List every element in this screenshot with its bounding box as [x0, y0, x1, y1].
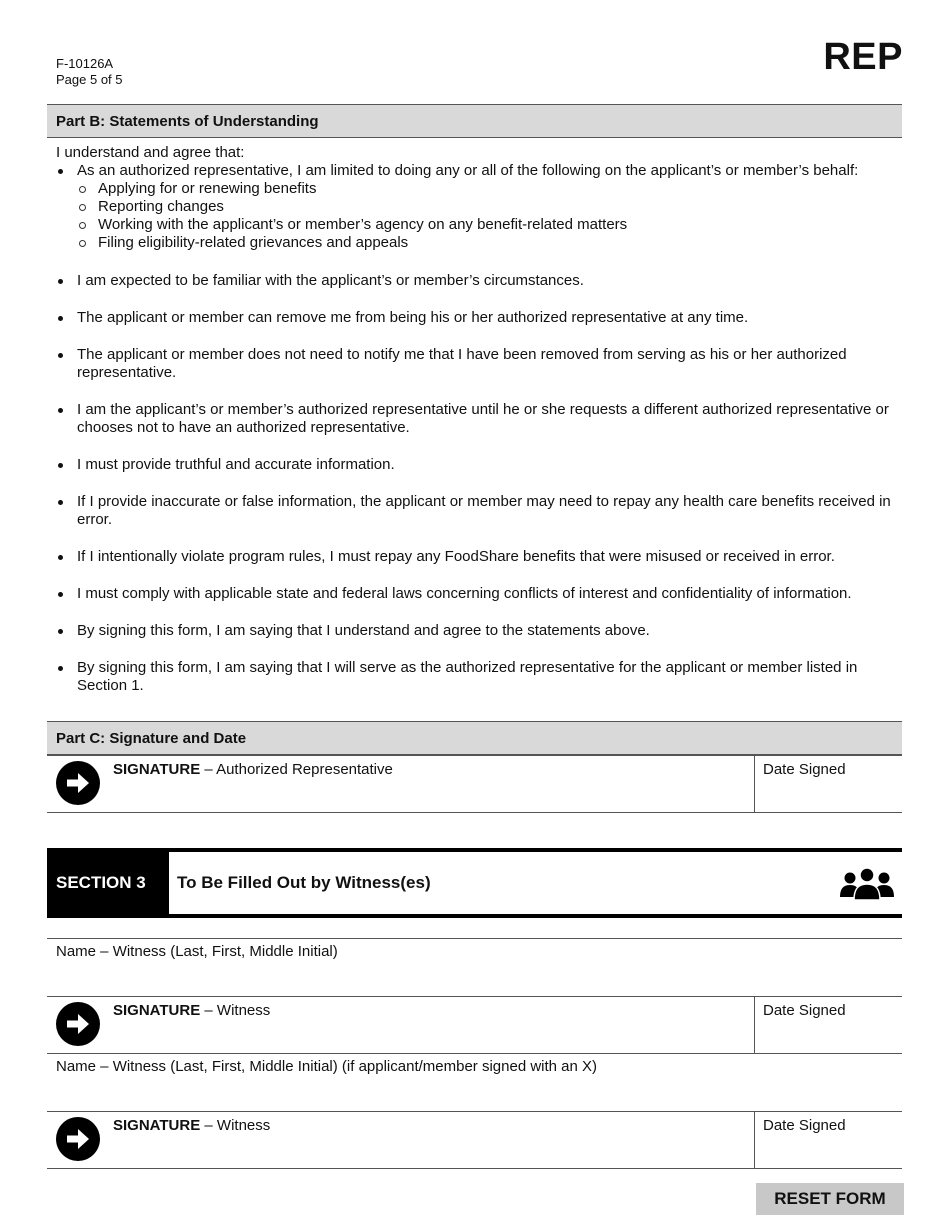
- witness-1-date-signed-field[interactable]: [754, 997, 902, 1053]
- date-signed-label: Date Signed: [763, 1117, 846, 1134]
- statement-item: By signing this form, I am saying that I understand and agree to the statements above.: [56, 622, 896, 640]
- permitted-action-item: Filing eligibility-related grievances and appeals: [77, 234, 896, 252]
- witness-2-name-field[interactable]: [47, 1054, 902, 1112]
- section-3-header: [47, 848, 902, 918]
- date-signed-label: Date Signed: [763, 1002, 846, 1019]
- signature-label-bold: SIGNATURE: [113, 1002, 201, 1019]
- statements-intro: I understand and agree that:: [56, 144, 245, 161]
- statement-item: If I intentionally violate program rules, I must repay any FoodShare benefits that were misused or received in error.: [56, 548, 896, 566]
- witness-2-date-signed-field[interactable]: [754, 1112, 902, 1168]
- representative-signature-row: [47, 755, 902, 813]
- arrow-right-circle-icon: [56, 1117, 100, 1161]
- statement-list: [56, 162, 896, 695]
- signature-label-role: – Authorized Representative: [200, 761, 393, 778]
- permitted-action-item: Applying for or renewing benefits: [77, 180, 896, 198]
- permitted-actions-list: [77, 180, 896, 252]
- signature-label-role: – Witness: [200, 1117, 271, 1134]
- form-code: REP: [823, 36, 903, 78]
- signature-label-bold: SIGNATURE: [113, 761, 201, 778]
- date-signed-label: Date Signed: [763, 761, 846, 778]
- page-number: Page 5 of 5: [56, 72, 123, 87]
- statement-item: By signing this form, I am saying that I will serve as the authorized representative for the applicant or member listed in Section 1.: [56, 659, 896, 695]
- statement-item: If I provide inaccurate or false information, the applicant or member may need to repay any health care benefits received in error.: [56, 493, 896, 529]
- statement-item: The applicant or member can remove me from being his or her authorized representative at any time.: [56, 309, 896, 327]
- statement-item: [56, 162, 896, 252]
- statement-item: I must provide truthful and accurate information.: [56, 456, 896, 474]
- witness-name-label: Name – Witness (Last, First, Middle Initial): [56, 943, 338, 960]
- signature-label-role: – Witness: [200, 1002, 271, 1019]
- part-c-header: Part C: Signature and Date: [47, 721, 902, 755]
- signature-label-bold: SIGNATURE: [113, 1117, 201, 1134]
- witness-2-signature-field[interactable]: [113, 1117, 270, 1134]
- witness-1-name-field[interactable]: [47, 938, 902, 996]
- form-number: F-10126A: [56, 56, 114, 71]
- statement-item: The applicant or member does not need to notify me that I have been removed from serving as his or her authorized representative.: [56, 346, 896, 382]
- witness-name-label: Name – Witness (Last, First, Middle Initial) (if applicant/member signed with an X): [56, 1058, 598, 1075]
- section-title: To Be Filled Out by Witness(es): [177, 873, 431, 892]
- witness-1-signature-field[interactable]: [113, 1002, 270, 1019]
- statements-of-understanding: [56, 144, 896, 695]
- statement-text: As an authorized representative, I am limited to doing any or all of the following on the applicant’s or member’s behalf:: [77, 162, 859, 179]
- permitted-action-item: Working with the applicant’s or member’s agency on any benefit-related matters: [77, 216, 896, 234]
- witness-2-signature-row: [47, 1111, 902, 1169]
- reset-form-button[interactable]: RESET FORM: [756, 1183, 904, 1215]
- representative-signature-field[interactable]: [113, 761, 393, 778]
- form-identifier: [56, 56, 123, 88]
- representative-date-signed-field[interactable]: [754, 756, 902, 812]
- statement-item: I am the applicant’s or member’s authorized representative until he or she requests a different authorized representative or chooses not to have an authorized representative.: [56, 401, 896, 437]
- part-b-header: Part B: Statements of Understanding: [47, 104, 902, 138]
- section-number: SECTION 3: [47, 852, 169, 914]
- permitted-action-item: Reporting changes: [77, 198, 896, 216]
- witness-1-signature-row: [47, 996, 902, 1054]
- statement-item: I am expected to be familiar with the applicant’s or member’s circumstances.: [56, 272, 896, 290]
- arrow-right-circle-icon: [56, 1002, 100, 1046]
- statement-item: I must comply with applicable state and federal laws concerning conflicts of interest and confidentiality of information.: [56, 585, 896, 603]
- people-group-icon: [838, 866, 896, 902]
- arrow-right-circle-icon: [56, 761, 100, 805]
